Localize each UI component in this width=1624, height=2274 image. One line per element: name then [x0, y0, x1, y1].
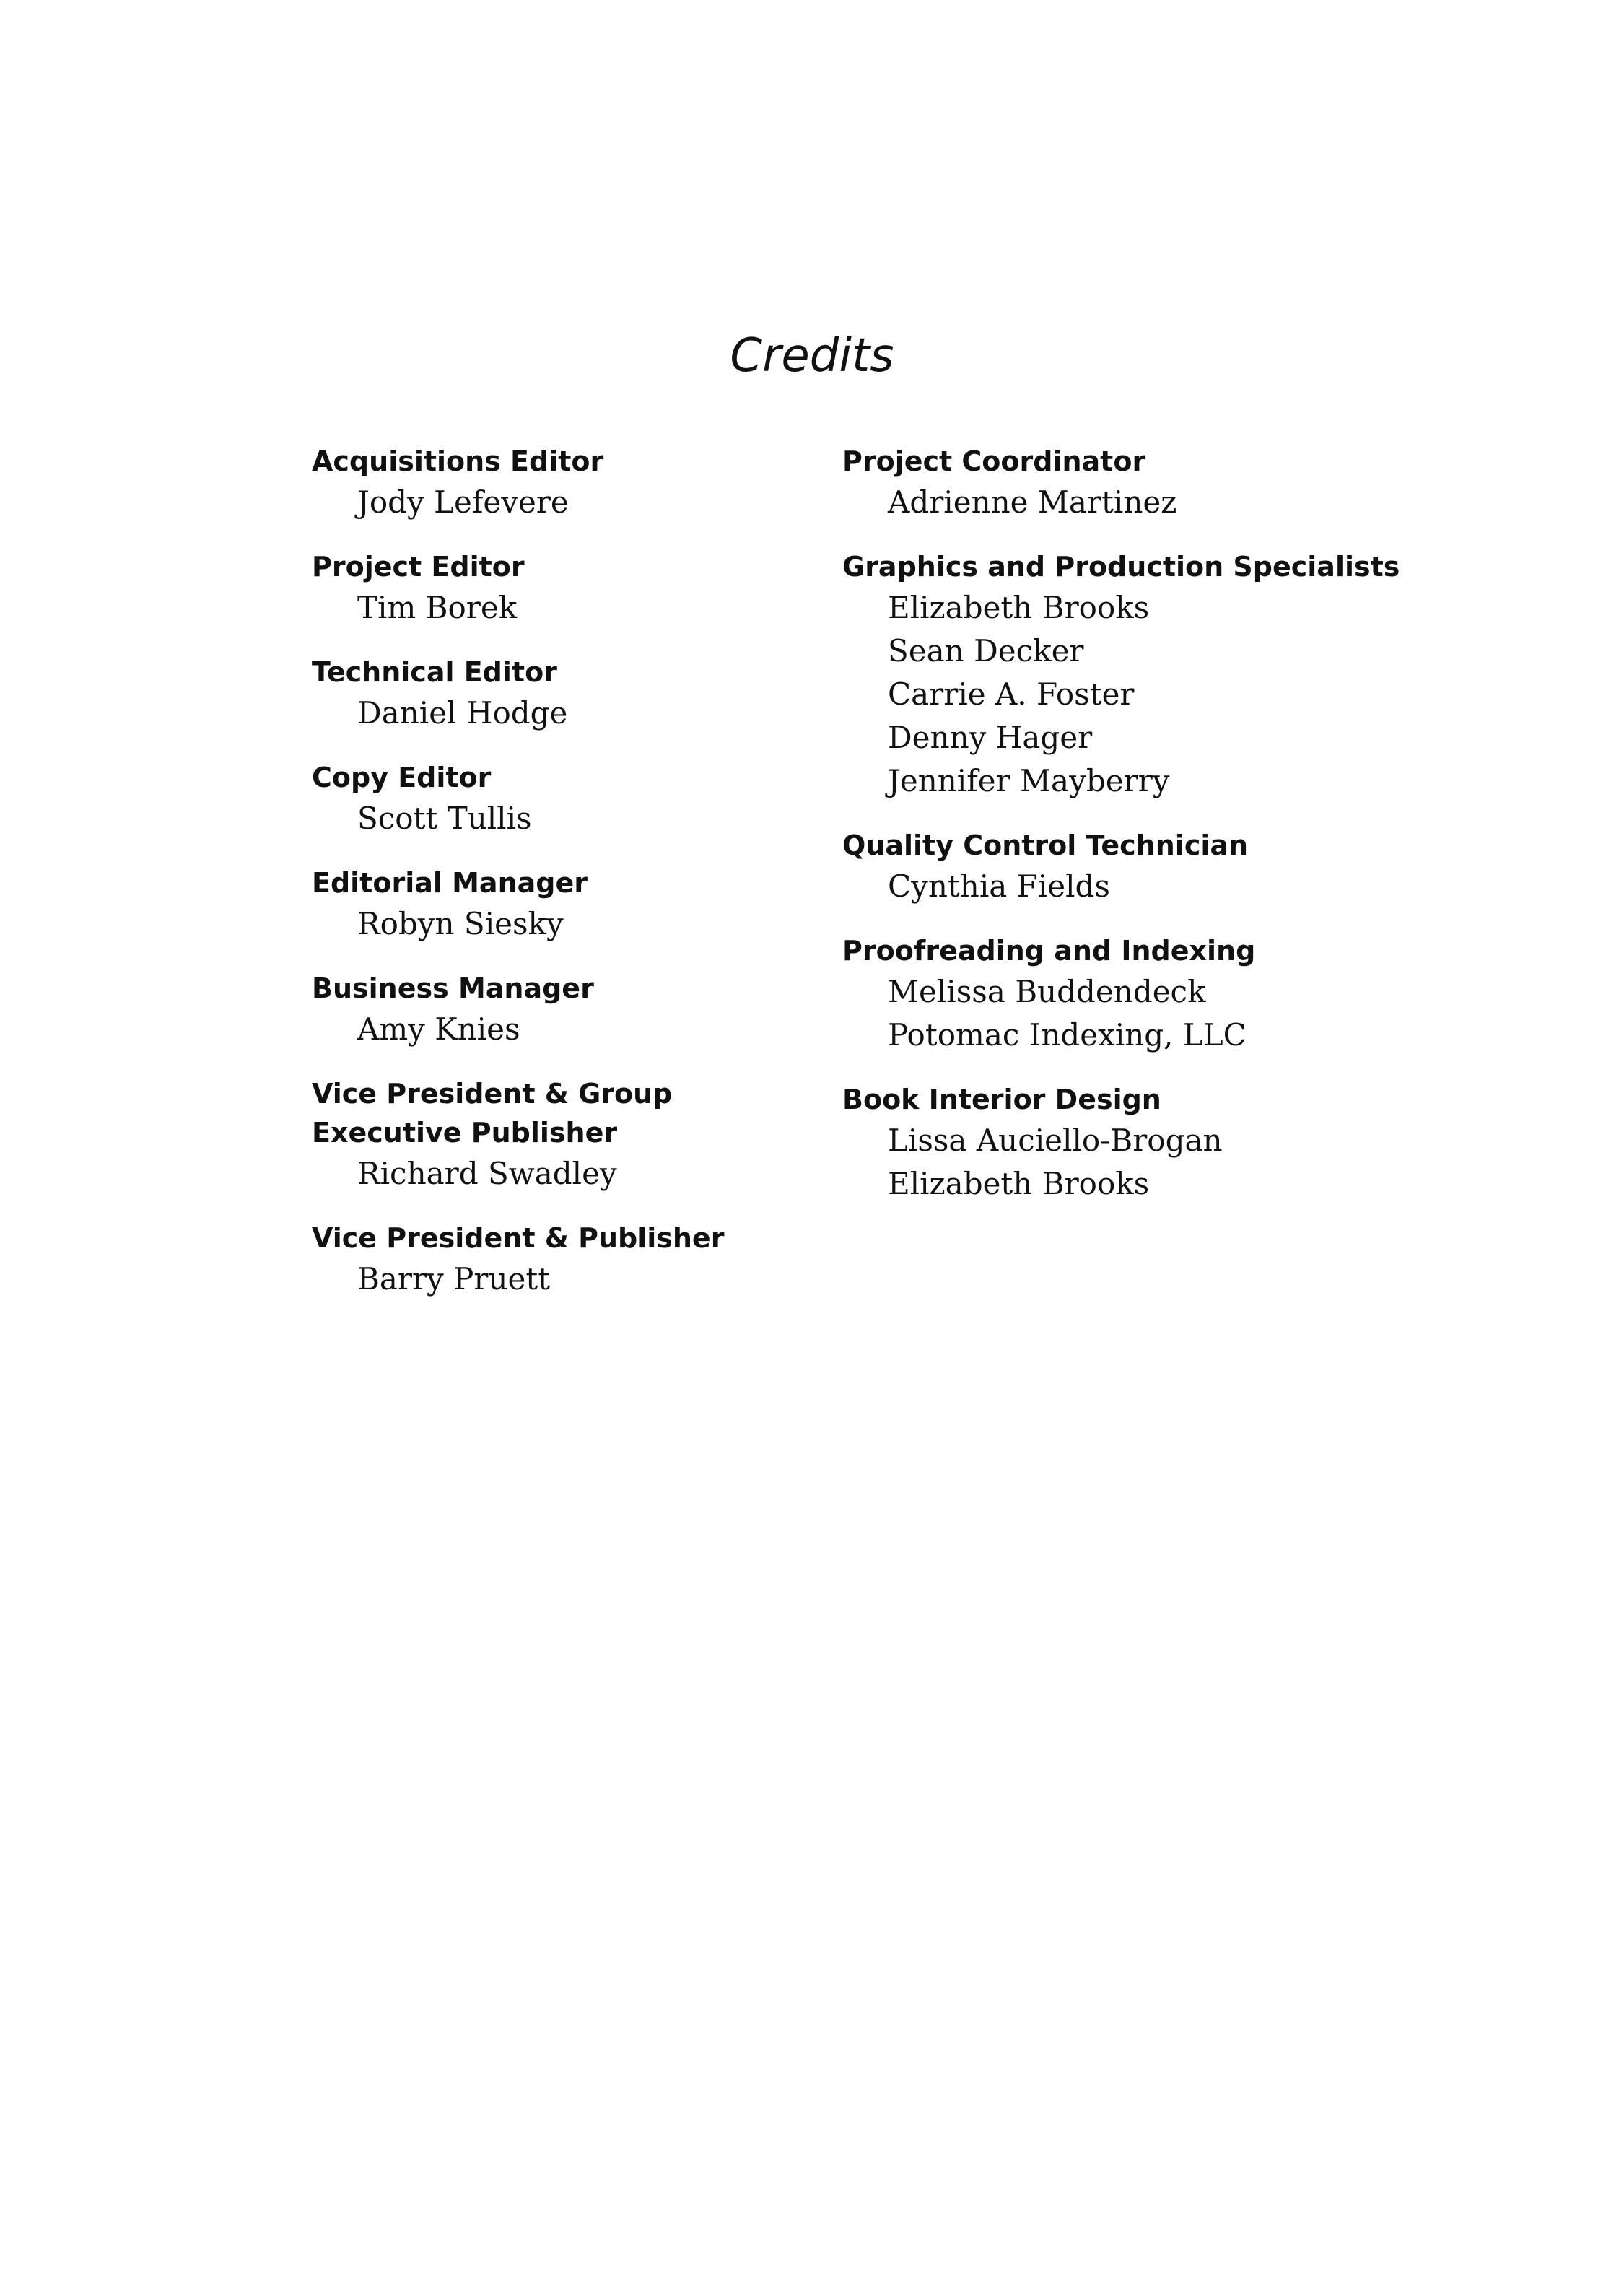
credit-group	[312, 1219, 817, 1301]
credit-role: Proofreading and Indexing	[842, 935, 1256, 967]
credit-name: Tim Borek	[357, 590, 518, 625]
credit-role: Technical Editor	[312, 656, 557, 688]
credit-name: Carrie A. Foster	[888, 676, 1135, 712]
credit-names	[842, 865, 1348, 908]
credit-group	[842, 931, 1348, 1057]
credit-group	[312, 863, 817, 946]
credit-group	[312, 1074, 817, 1195]
credit-name: Melissa Buddendeck	[888, 974, 1206, 1009]
credit-role: Project Coordinator	[842, 445, 1146, 477]
credit-name: Adrienne Martinez	[888, 484, 1177, 520]
credit-group	[312, 547, 817, 630]
credit-names	[312, 586, 817, 630]
credit-group	[312, 442, 817, 524]
credit-name: Daniel Hodge	[357, 695, 568, 731]
credit-group	[312, 653, 817, 735]
credit-name: Sean Decker	[888, 633, 1084, 668]
credit-name: Barry Pruett	[357, 1261, 551, 1297]
credit-name: Potomac Indexing, LLC	[888, 1017, 1247, 1053]
credit-names	[312, 1152, 817, 1195]
credit-names	[842, 586, 1348, 803]
credit-names	[312, 481, 817, 524]
credit-name: Scott Tullis	[357, 801, 532, 836]
credit-name: Lissa Auciello-Brogan	[888, 1123, 1223, 1158]
credit-names	[312, 902, 817, 946]
credit-name: Elizabeth Brooks	[888, 1166, 1150, 1201]
credit-role: Editorial Manager	[312, 867, 588, 899]
credit-role: Project Editor	[312, 551, 525, 583]
credit-role: Graphics and Production Specialists	[842, 551, 1400, 583]
credit-names	[312, 692, 817, 735]
credit-group	[842, 547, 1400, 803]
credit-name: Robyn Siesky	[357, 906, 564, 941]
credit-name: Amy Knies	[357, 1011, 520, 1047]
credit-group	[842, 442, 1348, 524]
credit-role: Vice President & Publisher	[312, 1222, 725, 1254]
credit-names	[312, 797, 817, 840]
credit-names	[312, 1008, 817, 1051]
credit-name: Denny Hager	[888, 720, 1093, 755]
page-title: Credits	[730, 329, 894, 383]
credit-names	[312, 1258, 817, 1301]
credits-left-column	[312, 442, 817, 1324]
credit-role: Business Manager	[312, 972, 594, 1004]
credit-name: Elizabeth Brooks	[888, 590, 1150, 625]
credit-name: Cynthia Fields	[888, 868, 1110, 904]
credit-group	[842, 1080, 1348, 1206]
credit-name: Jody Lefevere	[357, 484, 569, 520]
credits-right-column	[842, 442, 1400, 1229]
credit-role: Book Interior Design	[842, 1084, 1161, 1115]
credit-role: Acquisitions Editor	[312, 445, 604, 477]
credit-group	[842, 826, 1348, 908]
credit-group	[312, 969, 817, 1051]
credit-name: Jennifer Mayberry	[888, 763, 1170, 798]
credit-role: Copy Editor	[312, 762, 492, 793]
credit-names	[842, 970, 1348, 1057]
credit-role: Quality Control Technician	[842, 829, 1249, 861]
credit-names	[842, 1119, 1348, 1206]
credit-group	[312, 758, 817, 840]
credit-names	[842, 481, 1348, 524]
credit-name: Richard Swadley	[357, 1156, 617, 1191]
credit-role: Vice President & Group Executive Publisher	[312, 1078, 673, 1149]
